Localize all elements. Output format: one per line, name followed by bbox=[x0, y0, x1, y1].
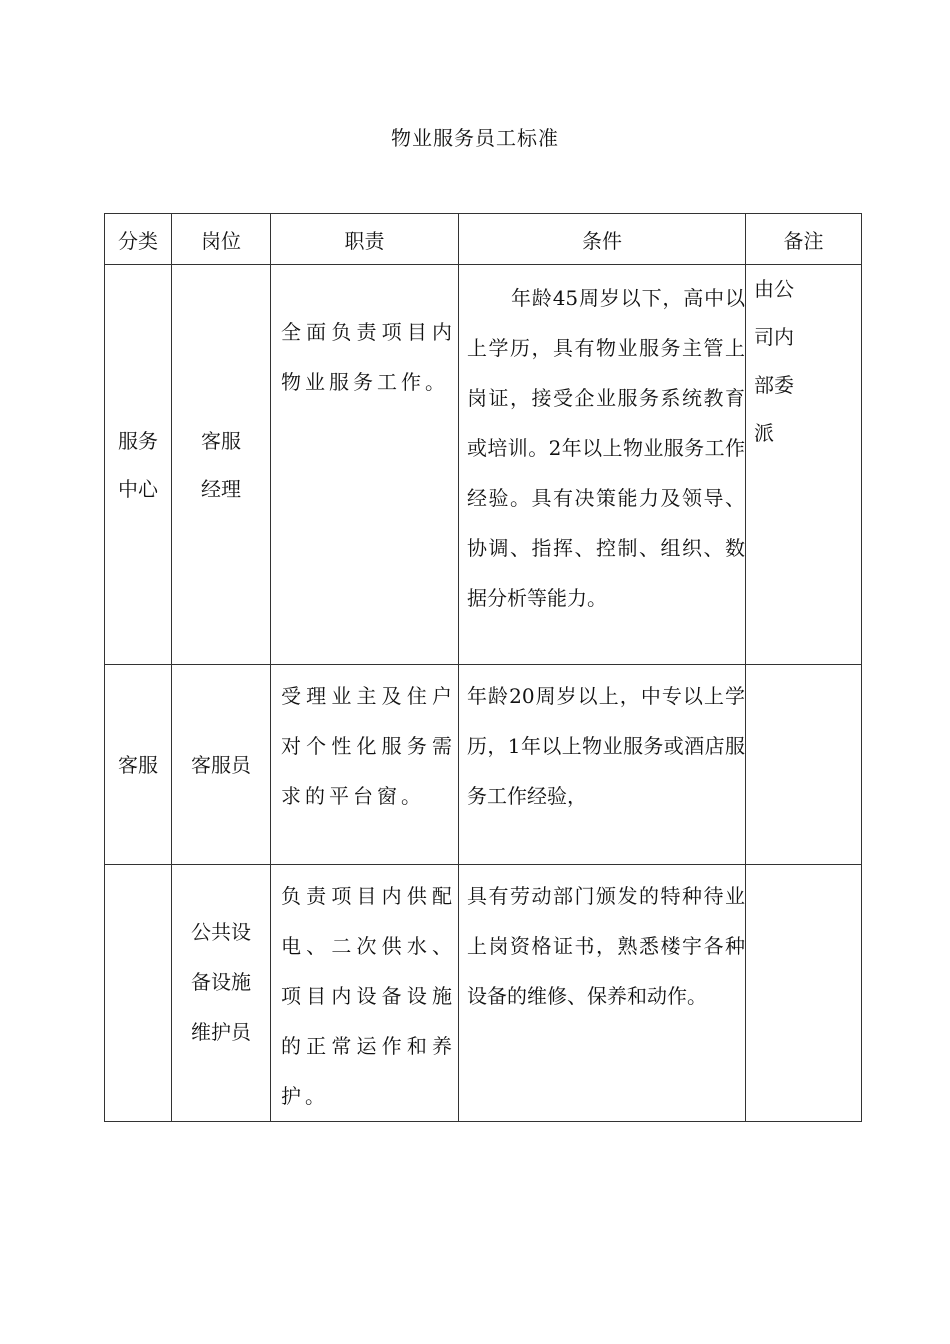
condition-text: 年龄20周岁以上，中专以上学历，1年以上物业服务或酒店服务工作经验， bbox=[467, 684, 745, 808]
header-category: 分类 bbox=[105, 214, 172, 265]
table-header-row bbox=[105, 214, 862, 265]
condition-cell bbox=[459, 265, 746, 665]
position-text: 客服经理 bbox=[201, 428, 241, 501]
condition-text: 年龄45周岁以下，高中以上学历，具有物业服务主管上岗证，接受企业服务系统教育或培训。2年以上物业服务工作经验。具有决策能力及领导、协调、指挥、控制、组织、数据分析等能力。 bbox=[467, 286, 745, 610]
duty-text: 全面负责项目内物业服务工作。 bbox=[281, 320, 456, 394]
position-cell bbox=[172, 265, 271, 665]
category-cell bbox=[105, 265, 172, 665]
category-cell bbox=[105, 865, 172, 1122]
condition-cell bbox=[459, 665, 746, 865]
header-note: 备注 bbox=[746, 214, 862, 265]
position-cell bbox=[172, 665, 271, 865]
table-row bbox=[105, 865, 862, 1122]
category-cell bbox=[105, 665, 172, 865]
header-position: 岗位 bbox=[172, 214, 271, 265]
note-cell bbox=[746, 265, 862, 665]
position-text: 公共设备设施维护员 bbox=[191, 920, 251, 1044]
staff-standard-table bbox=[104, 213, 862, 1122]
note-cell bbox=[746, 665, 862, 865]
duty-cell bbox=[271, 665, 459, 865]
duty-text: 负责项目内供配电、二次供水、项目内设备设施的正常运作和养护。 bbox=[281, 884, 456, 1108]
note-text: 由公司内部委派 bbox=[754, 277, 794, 445]
duty-cell bbox=[271, 265, 459, 665]
duty-cell bbox=[271, 865, 459, 1122]
condition-cell bbox=[459, 865, 746, 1122]
position-text: 客服员 bbox=[191, 752, 251, 777]
condition-text: 具有劳动部门颁发的特种待业上岗资格证书，熟悉楼宇各种设备的维修、保养和动作。 bbox=[467, 884, 745, 1008]
note-cell bbox=[746, 865, 862, 1122]
document-title: 物业服务员工标准 bbox=[391, 126, 559, 150]
category-text: 客服 bbox=[118, 752, 158, 777]
duty-text: 受理业主及住户对个性化服务需求的平台窗。 bbox=[281, 684, 456, 808]
position-cell bbox=[172, 865, 271, 1122]
table-row bbox=[105, 265, 862, 665]
header-condition: 条件 bbox=[459, 214, 746, 265]
table-row bbox=[105, 665, 862, 865]
header-duty: 职责 bbox=[271, 214, 459, 265]
category-text: 服务中心 bbox=[118, 428, 158, 501]
